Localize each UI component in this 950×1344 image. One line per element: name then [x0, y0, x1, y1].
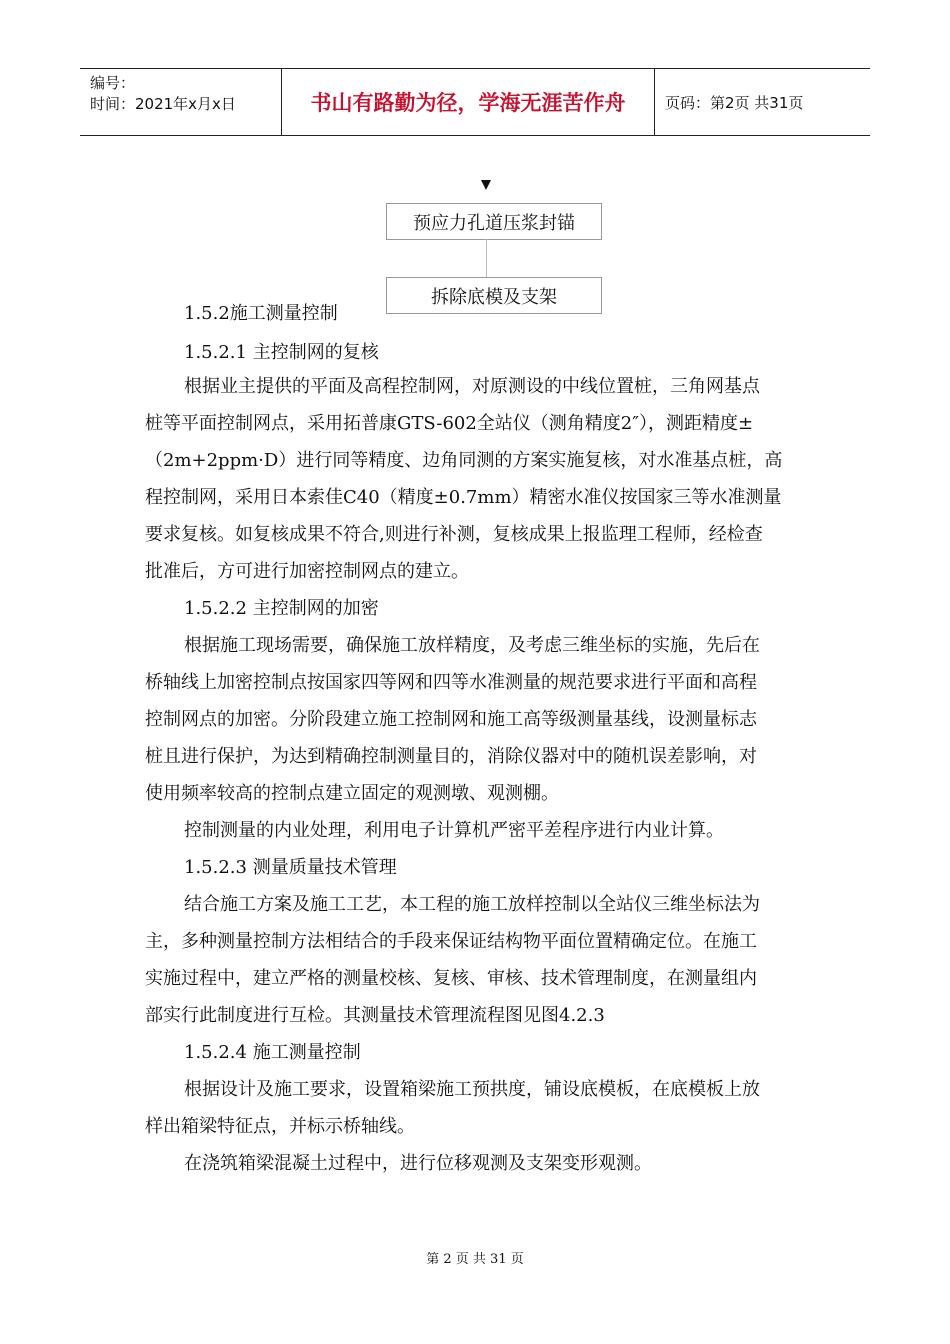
subsection-heading: 1.5.2.3 测量质量技术管理	[184, 857, 397, 878]
page-footer: 第 2 页 共 31 页	[426, 1252, 524, 1267]
subsection-heading: 1.5.2.1 主控制网的复核	[184, 342, 379, 363]
paragraph-line: （2m+2ppm·D）进行同等精度、边角同测的方案实施复核，对水准基点桩，高	[145, 450, 783, 471]
paragraph-line: 桩等平面控制网点，采用拓普康GTS-602全站仪（测角精度2″），测距精度±	[145, 413, 754, 434]
paragraph-line: 要求复核。如复核成果不符合,则进行补测，复核成果上报监理工程师，经检查	[145, 524, 763, 545]
paragraph-line: 主，多种测量控制方法相结合的手段来保证结构物平面位置精确定位。在施工	[145, 931, 757, 952]
paragraph-line: 根据设计及施工要求，设置箱梁施工预拱度，铺设底模板，在底模板上放	[184, 1079, 760, 1100]
flow-arrow-down-icon	[481, 180, 491, 190]
paragraph-line: 结合施工方案及施工工艺，本工程的施工放样控制以全站仪三维坐标法为	[184, 894, 760, 915]
paragraph-line: 在浇筑箱梁混凝土过程中，进行位移观测及支架变形观测。	[184, 1153, 652, 1174]
subsection-heading: 1.5.2.4 施工测量控制	[184, 1042, 361, 1063]
subsection-heading: 1.5.2.2 主控制网的加密	[184, 598, 379, 619]
document-date-label: 时间：2021年x月x日	[90, 95, 236, 113]
paragraph-line: 样出箱梁特征点，并标示桥轴线。	[145, 1116, 415, 1137]
header-meta-cell	[80, 69, 282, 135]
paragraph-line: 控制网点的加密。分阶段建立施工控制网和施工高等级测量基线，设测量标志	[145, 709, 757, 730]
flow-box-remove-formwork: 拆除底模及支架	[386, 277, 602, 314]
document-number-label: 编号：	[90, 74, 136, 92]
paragraph-line: 程控制网，采用日本索佳C40（精度±0.7mm）精密水准仪按国家三等水准测量	[145, 487, 782, 508]
paragraph-line: 根据施工现场需要，确保施工放样精度，及考虑三维坐标的实施，先后在	[184, 635, 760, 656]
paragraph-line: 控制测量的内业处理，利用电子计算机严密平差程序进行内业计算。	[184, 820, 724, 841]
page-header	[80, 68, 870, 136]
header-motto: 书山有路勤为径，学海无涯苦作舟	[282, 69, 655, 135]
flow-box-grouting: 预应力孔道压浆封锚	[386, 203, 602, 240]
paragraph-line: 部实行此制度进行互检。其测量技术管理流程图见图4.2.3	[145, 1005, 605, 1026]
section-heading: 1.5.2施工测量控制	[184, 303, 338, 324]
paragraph-line: 批准后，方可进行加密控制网点的建立。	[145, 561, 469, 582]
header-page-info: 页码：第2页 共31页	[665, 93, 804, 112]
paragraph-line: 实施过程中，建立严格的测量校核、复核、审核、技术管理制度，在测量组内	[145, 968, 757, 989]
paragraph-line: 使用频率较高的控制点建立固定的观测墩、观测棚。	[145, 783, 559, 804]
paragraph-line: 桥轴线上加密控制点按国家四等网和四等水准测量的规范要求进行平面和高程	[145, 672, 757, 693]
paragraph-line: 根据业主提供的平面及高程控制网，对原测设的中线位置桩，三角网基点	[184, 376, 760, 397]
paragraph-line: 桩且进行保护，为达到精确控制测量目的，消除仪器对中的随机误差影响，对	[145, 746, 757, 767]
flow-connector-line	[486, 239, 487, 277]
